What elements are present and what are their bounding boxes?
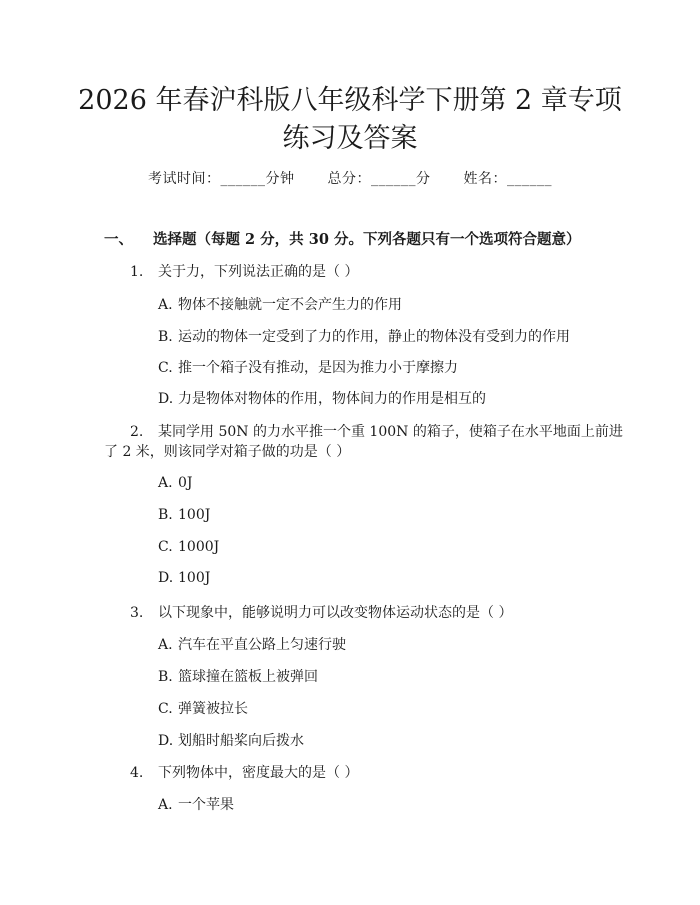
question-3-option-d xyxy=(158,730,304,750)
question-2-option-c xyxy=(158,539,219,555)
exam-meta xyxy=(0,168,700,188)
option-letter: C. xyxy=(158,360,173,376)
option-text: 一个苹果 xyxy=(178,797,234,813)
option-text: 划船时船桨向后拨水 xyxy=(178,733,304,749)
option-text: 推一个箱子没有推动，是因为推力小于摩擦力 xyxy=(178,360,458,376)
question-number: 4. xyxy=(130,765,144,781)
option-letter: B. xyxy=(158,669,173,685)
option-letter: D. xyxy=(158,391,174,407)
question-1-option-b xyxy=(158,326,570,346)
option-text: 力是物体对物体的作用，物体间力的作用是相互的 xyxy=(178,391,486,407)
question-4-option-a xyxy=(158,794,234,814)
question-2 xyxy=(130,421,623,441)
question-2-option-d xyxy=(158,570,210,586)
question-text: 下列物体中，密度最大的是（ ） xyxy=(158,765,359,781)
option-text: 汽车在平直公路上匀速行驶 xyxy=(178,637,346,653)
question-number: 1. xyxy=(130,264,144,280)
exam-time-field: 考试时间：______分钟 xyxy=(148,171,295,187)
option-letter: C. xyxy=(158,539,173,555)
question-number: 2. xyxy=(130,424,144,440)
question-2-option-b xyxy=(158,507,210,523)
page-title-line-2: 练习及答案 xyxy=(282,123,418,154)
option-letter: C. xyxy=(158,701,173,717)
question-3-option-c xyxy=(158,698,248,718)
option-text: 1000J xyxy=(178,539,220,555)
question-1-option-a xyxy=(158,294,402,314)
option-letter: B. xyxy=(158,507,173,523)
question-1 xyxy=(130,261,358,281)
option-letter: A. xyxy=(158,475,173,491)
section-heading xyxy=(104,228,580,249)
option-letter: D. xyxy=(158,733,174,749)
section-title: 选择题（每题 2 分，共 30 分。下列各题只有一个选项符合题意） xyxy=(153,231,581,248)
question-text: 某同学用 50N 的力水平推一个重 100N 的箱子，使箱子在水平地面上前进 xyxy=(158,424,623,440)
option-text: 100J xyxy=(178,507,211,523)
student-name-field: 姓名：______ xyxy=(463,171,552,187)
question-text: 关于力，下列说法正确的是（ ） xyxy=(158,264,359,280)
question-1-option-c xyxy=(158,357,458,377)
option-text: 运动的物体一定受到了力的作用，静止的物体没有受到力的作用 xyxy=(178,329,570,345)
question-3-option-a xyxy=(158,634,346,654)
question-2-option-a xyxy=(158,475,193,491)
question-2-continued xyxy=(104,441,350,461)
question-4 xyxy=(130,762,358,782)
option-text: 弹簧被拉长 xyxy=(178,701,248,717)
option-letter: D. xyxy=(158,570,174,586)
option-letter: A. xyxy=(158,797,173,813)
option-text: 篮球撞在篮板上被弹回 xyxy=(178,669,318,685)
option-letter: A. xyxy=(158,297,173,313)
option-letter: A. xyxy=(158,637,173,653)
question-text: 以下现象中，能够说明力可以改变物体运动状态的是（ ） xyxy=(158,605,513,621)
option-text: 100J xyxy=(178,570,211,586)
page-title-line-1: 2026 年春沪科版八年级科学下册第 2 章专项 xyxy=(78,85,622,116)
option-text: 物体不接触就一定不会产生力的作用 xyxy=(178,297,402,313)
option-letter: B. xyxy=(158,329,173,345)
question-3-option-b xyxy=(158,666,318,686)
question-3 xyxy=(130,602,512,622)
question-text-continued: 了 2 米，则该同学对箱子做的功是（ ） xyxy=(104,444,351,460)
question-number: 3. xyxy=(130,605,144,621)
option-text: 0J xyxy=(178,475,193,491)
question-1-option-d xyxy=(158,388,486,408)
total-score-field: 总分：______分 xyxy=(327,171,431,187)
section-number: 一、 xyxy=(104,231,133,248)
